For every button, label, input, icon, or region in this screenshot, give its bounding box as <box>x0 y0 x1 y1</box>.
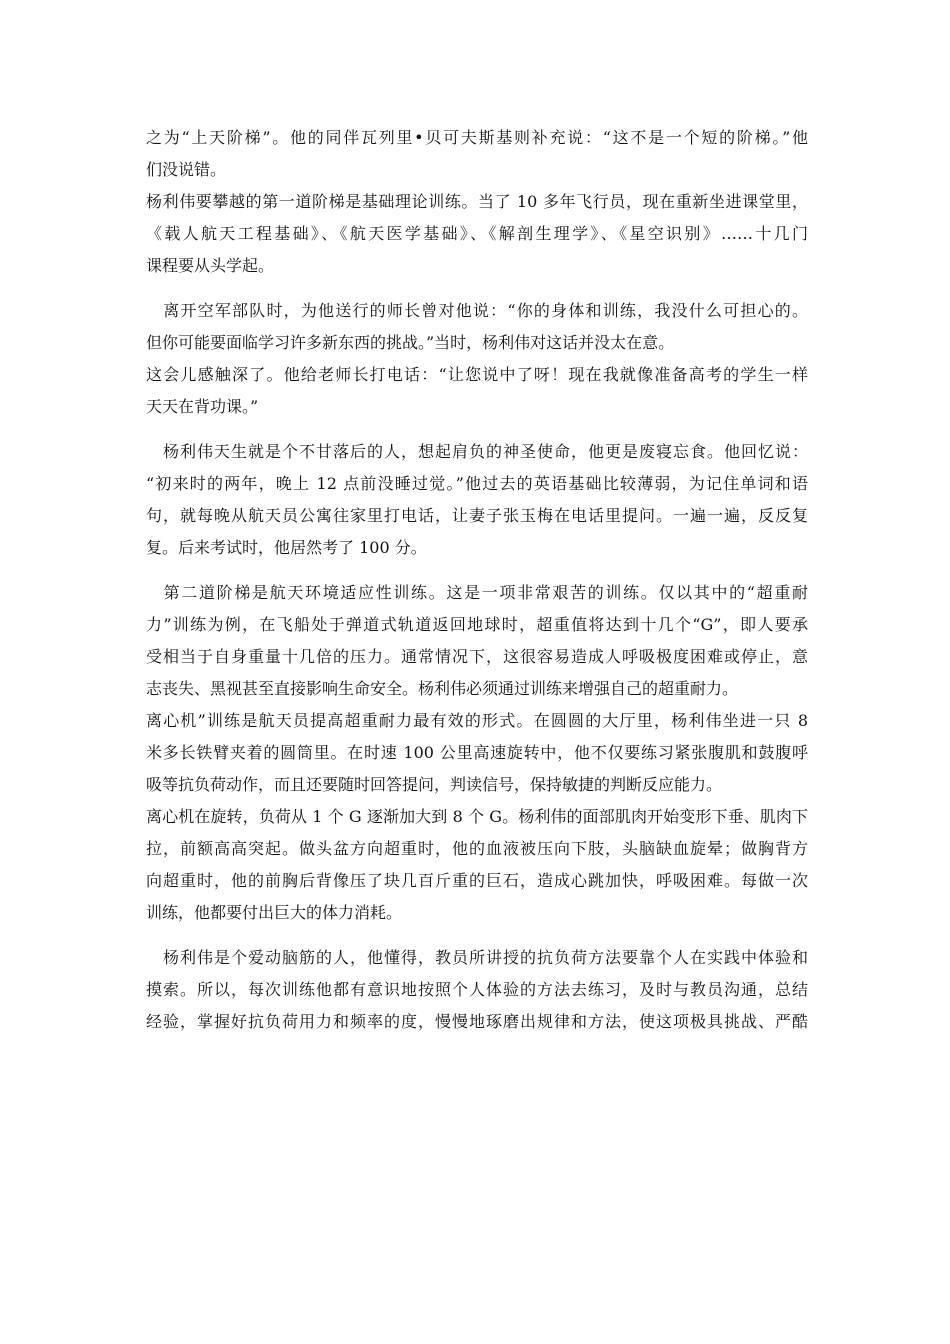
paragraph-gap <box>146 282 808 295</box>
text-line: 天天在背功课。” <box>146 397 259 416</box>
text-line: 摸索。所以，每次训练他都有意识地按照个人体验的方法去练习，及时与教员沟通，总结 <box>146 980 808 999</box>
text-line: 受相当于自身重量十几倍的压力。通常情况下，这很容易造成人呼吸极度困难或停止，意 <box>146 647 808 666</box>
paragraph-gap <box>146 423 808 436</box>
text-line: 经验，掌握好抗负荷用力和频率的度，慢慢地琢磨出规律和方法，使这项极具挑战、严酷 <box>146 1012 808 1031</box>
text-line: 离开空军部队时，为他送行的师长曾对他说：“你的身体和训练，我没什么可担心的。 <box>146 301 808 320</box>
text-line: 吸等抗负荷动作，而且还要随时回答提问，判读信号，保持敏捷的判断反应能力。 <box>146 775 723 794</box>
text-line: 杨利伟天生就是个不甘落后的人，想起肩负的神圣使命，他更是废寝忘食。他回忆说： <box>146 442 808 461</box>
text-line: 向超重时，他的前胸后背像压了块几百斤重的巨石，造成心跳加快，呼吸困难。每做一次 <box>146 871 808 890</box>
text-line: “初来时的两年，晚上 12 点前没睡过觉。”他过去的英语基础比较薄弱，为记住单词和语 <box>146 474 808 493</box>
text-line: 米多长铁臂夹着的圆筒里。在时速 100 公里高速旋转中，他不仅要练习紧张腹肌和鼓腹呼 <box>146 743 808 762</box>
text-line: 复。后来考试时，他居然考了 100 分。 <box>146 538 427 557</box>
paragraph-gap <box>146 929 808 942</box>
text-line: 杨利伟要攀越的第一道阶梯是基础理论训练。当了 10 多年飞行员，现在重新坐进课堂里， <box>146 192 808 211</box>
text-line: 离心机”训练是航天员提高超重耐力最有效的形式。在圆圆的大厅里，杨利伟坐进一只 8 <box>146 711 808 730</box>
text-line: 训练，他都要付出巨大的体力消耗。 <box>146 903 403 922</box>
text-line: 志丧失、黑视甚至直接影响生命安全。杨利伟必须通过训练来增强自己的超重耐力。 <box>146 679 739 698</box>
text-line: 离心机在旋转，负荷从 1 个 G 逐渐加大到 8 个 G。杨利伟的面部肌肉开始变形下垂、肌肉下 <box>146 807 808 826</box>
text-line: 课程要从头学起。 <box>146 256 275 275</box>
text-line: 杨利伟是个爱动脑筋的人，他懂得，教员所讲授的抗负荷方法要靠个人在实践中体验和 <box>146 948 808 967</box>
text-line: 力”训练为例，在飞船处于弹道式轨道返回地球时，超重值将达到十几个“G”，即人要承 <box>146 615 808 634</box>
text-line: 句，就每晚从航天员公寓往家里打电话，让妻子张玉梅在电话里提问。一遍一遍，反反复 <box>146 506 808 525</box>
body-text <box>146 122 808 1038</box>
text-line: 拉，前额高高突起。做头盆方向超重时，他的血液被压向下肢，头脑缺血旋晕；做胸背方 <box>146 839 808 858</box>
text-line: 但你可能要面临学习许多新东西的挑战。”当时，杨利伟对这话并没太在意。 <box>146 333 675 352</box>
text-line: 之为“上天阶梯”。他的同伴瓦列里•贝可夫斯基则补充说：“这不是一个短的阶梯。”他 <box>146 128 808 147</box>
text-line: 这会儿感触深了。他给老师长打电话：“让您说中了呀！现在我就像准备高考的学生一样 <box>146 365 808 384</box>
text-line: 第二道阶梯是航天环境适应性训练。这是一项非常艰苦的训练。仅以其中的“超重耐 <box>146 583 808 602</box>
paragraph-gap <box>146 564 808 577</box>
text-line: 《载人航天工程基础》、《航天医学基础》、《解剖生理学》、《星空识别》……十几门 <box>146 224 808 243</box>
text-line: 们没说错。 <box>146 160 227 179</box>
